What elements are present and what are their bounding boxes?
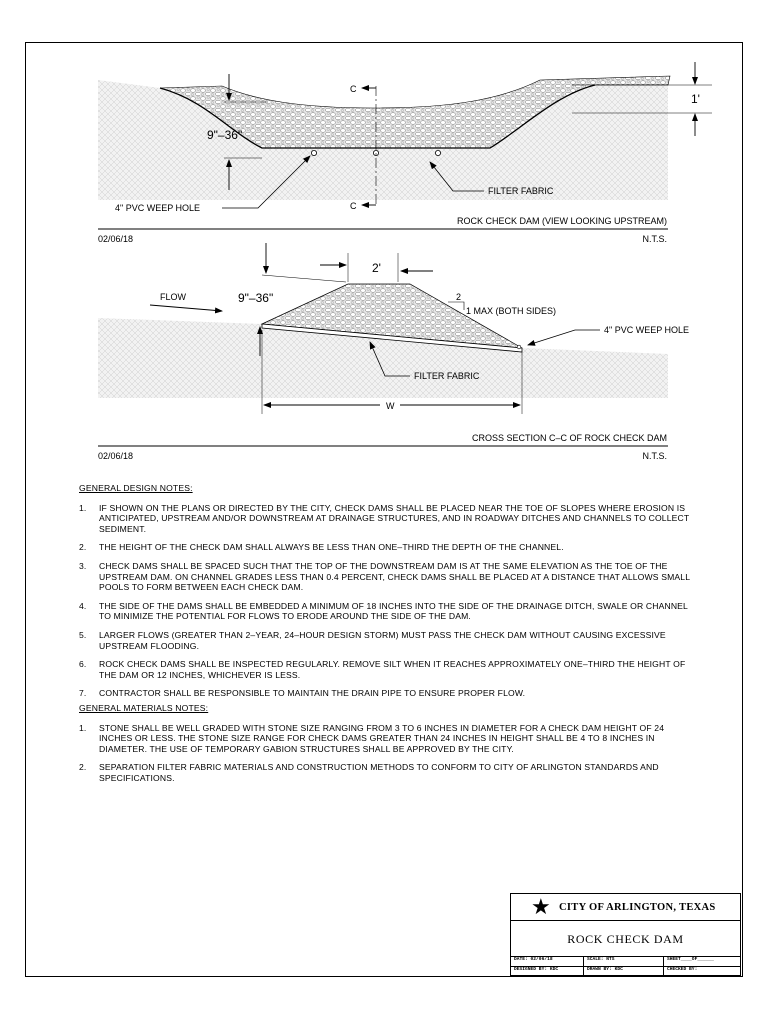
note-number: 1. xyxy=(79,722,87,733)
notes-section xyxy=(79,483,699,791)
weep-hole-right xyxy=(435,150,440,155)
note-text: IF SHOWN ON THE PLANS OR DIRECTED BY THE CITY, CHECK DAMS SHALL BE PLACED NEAR THE TOE OF SLOPES WHERE EROSION IS ANTICIPATED, UPSTREAM AND/OR DOWNSTREAM AT DRAINAGE STRUCTURES, AND IN ROADWAY DITCHES AND CHANNELS TO COLLECT SEDIMENT. xyxy=(99,502,690,534)
section-caption: CROSS SECTION C–C OF ROCK CHECK DAM xyxy=(471,433,667,443)
drawing-title: ROCK CHECK DAM xyxy=(567,932,684,946)
note-number: 2. xyxy=(79,542,87,553)
flow-arrow xyxy=(150,305,222,311)
engineering-drawings xyxy=(0,0,768,480)
checked-by-cell: CHECKED BY: xyxy=(667,967,698,972)
figure-scale: N.T.S. xyxy=(642,234,667,244)
materials-note xyxy=(79,723,699,755)
drawn-by-cell: DRAWN BY: KDC xyxy=(587,967,623,972)
figure-date: 02/06/18 xyxy=(98,234,134,244)
note-text: STONE SHALL BE WELL GRADED WITH STONE SIZE RANGING FROM 3 TO 6 INCHES IN DIAMETER FOR A CHECK DAM HEIGHT OF 24 INCHES OR LESS. THE STONE SIZE RANGE FOR CHECK DAMS GREATER THAN 24 INCHES IN HEIGHT SHALL BE 4 TO 8 INCHES IN DIAMETER. THE USE OF TEMPORARY GABION STRUCTURES SHALL BE APPROVED BY THE CITY. xyxy=(99,722,665,754)
section-scale: N.T.S. xyxy=(642,451,667,461)
filter-fabric-label-section: FILTER FABRIC xyxy=(414,371,480,381)
section-marker-top: C xyxy=(350,84,357,94)
cell-divider xyxy=(583,966,584,976)
slope-label: 1 MAX (BOTH SIDES) xyxy=(466,306,557,316)
height-ext-line xyxy=(262,275,346,282)
materials-note xyxy=(79,762,699,783)
note-number: 5. xyxy=(79,629,87,640)
note-text: CONTRACTOR SHALL BE RESPONSIBLE TO MAINTAIN THE DRAIN PIPE TO ENSURE PROPER FLOW. xyxy=(99,688,526,699)
figure-caption: ROCK CHECK DAM (VIEW LOOKING UPSTREAM) xyxy=(456,216,667,226)
sheet-cell: SHEET____OF______ xyxy=(667,957,714,962)
depth-dim-label: 9"–36" xyxy=(207,128,243,142)
slope-rise-label: 2 xyxy=(456,292,462,302)
city-star-logo-icon: ★ xyxy=(531,894,551,919)
title-block xyxy=(510,893,741,976)
title-block-credits-row xyxy=(511,966,740,976)
figure-upstream-view xyxy=(98,62,712,244)
note-text: ROCK CHECK DAMS SHALL BE INSPECTED REGULARLY. REMOVE SILT WHEN IT REACHES APPROXIMATELY ONE–THIRD THE HEIGHT OF THE DAM OR 12 INCHES, WHICHEVER IS LESS. xyxy=(99,659,686,680)
note-text: LARGER FLOWS (GREATER THAN 2–YEAR, 24–HOUR DESIGN STORM) MUST PASS THE CHECK DAM WITHOUT CAUSING EXCESSIVE UPSTREAM FLOODING. xyxy=(99,629,666,651)
note-text: CHECK DAMS SHALL BE SPACED SUCH THAT THE TOP OF THE DOWNSTREAM DAM IS AT THE SAME ELEVATION AS THE TOE OF THE UPSTREAM DAM. ON CHANNEL GRADES LESS THAN 0.4 PERCENT, CHECK DAMS SHALL BE PLACED AT A DISTANCE THAT ALLOWS SMALL POOLS TO FORM BETWEEN EACH CHECK DAM. xyxy=(99,560,690,593)
weep-hole-left xyxy=(311,150,316,155)
design-note xyxy=(79,601,699,622)
flow-label: FLOW xyxy=(160,292,186,302)
section-marker-bottom: C xyxy=(350,201,357,211)
scale-cell: SCALE: NTS xyxy=(587,957,615,962)
title-block-org-row xyxy=(511,894,740,921)
design-note xyxy=(79,688,699,699)
note-number: 2. xyxy=(79,762,87,773)
weep-hole-label: 4" PVC WEEP HOLE xyxy=(115,203,201,213)
height-label: 9"–36" xyxy=(238,291,274,305)
design-note xyxy=(79,542,699,553)
figure-cross-section xyxy=(98,243,689,461)
materials-notes-heading: GENERAL MATERIALS NOTES: xyxy=(79,702,209,713)
note-text: SEPARATION FILTER FABRIC MATERIALS AND CONSTRUCTION METHODS TO CONFORM TO CITY OF ARLINGTON STANDARDS AND SPECIFICATIONS. xyxy=(99,762,659,783)
design-note xyxy=(79,503,699,535)
cell-divider xyxy=(663,966,664,976)
weep-hole-label-section: 4" PVC WEEP HOLE xyxy=(604,325,690,335)
design-note xyxy=(79,561,699,593)
top-width-label: 2' xyxy=(372,261,381,275)
note-number: 1. xyxy=(79,502,87,513)
section-date: 02/06/18 xyxy=(98,451,134,461)
cell-divider xyxy=(583,956,584,966)
note-text: THE HEIGHT OF THE CHECK DAM SHALL ALWAYS BE LESS THAN ONE–THIRD THE DEPTH OF THE CHANNEL. xyxy=(99,542,564,553)
organization-name: CITY OF ARLINGTON, TEXAS xyxy=(559,902,716,913)
weep-hole-leader-section xyxy=(528,330,600,345)
design-notes-heading: GENERAL DESIGN NOTES: xyxy=(79,483,193,493)
design-note xyxy=(79,630,699,651)
note-text: THE SIDE OF THE DAMS SHALL BE EMBEDDED A MINIMUM OF 18 INCHES INTO THE SIDE OF THE DRAINAGE DITCH, SWALE OR CHANNEL TO MINIMIZE THE POTENTIAL FOR FLOWS TO ERODE AROUND THE SIDE OF THE DAM. xyxy=(99,600,688,622)
date-cell: DATE: 02/06/18 xyxy=(514,957,553,962)
one-ft-dim-label: 1' xyxy=(691,92,700,106)
designed-by-cell: DESIGNED BY: KDC xyxy=(514,967,559,972)
w-label: W xyxy=(386,401,395,411)
title-block-title-row xyxy=(511,920,740,957)
note-number: 6. xyxy=(79,659,87,670)
weep-hole-section xyxy=(517,345,521,349)
note-number: 4. xyxy=(79,600,87,611)
design-note xyxy=(79,659,699,680)
note-number: 3. xyxy=(79,560,87,571)
filter-fabric-label: FILTER FABRIC xyxy=(488,186,554,196)
note-number: 7. xyxy=(79,688,87,699)
cell-divider xyxy=(663,956,664,966)
